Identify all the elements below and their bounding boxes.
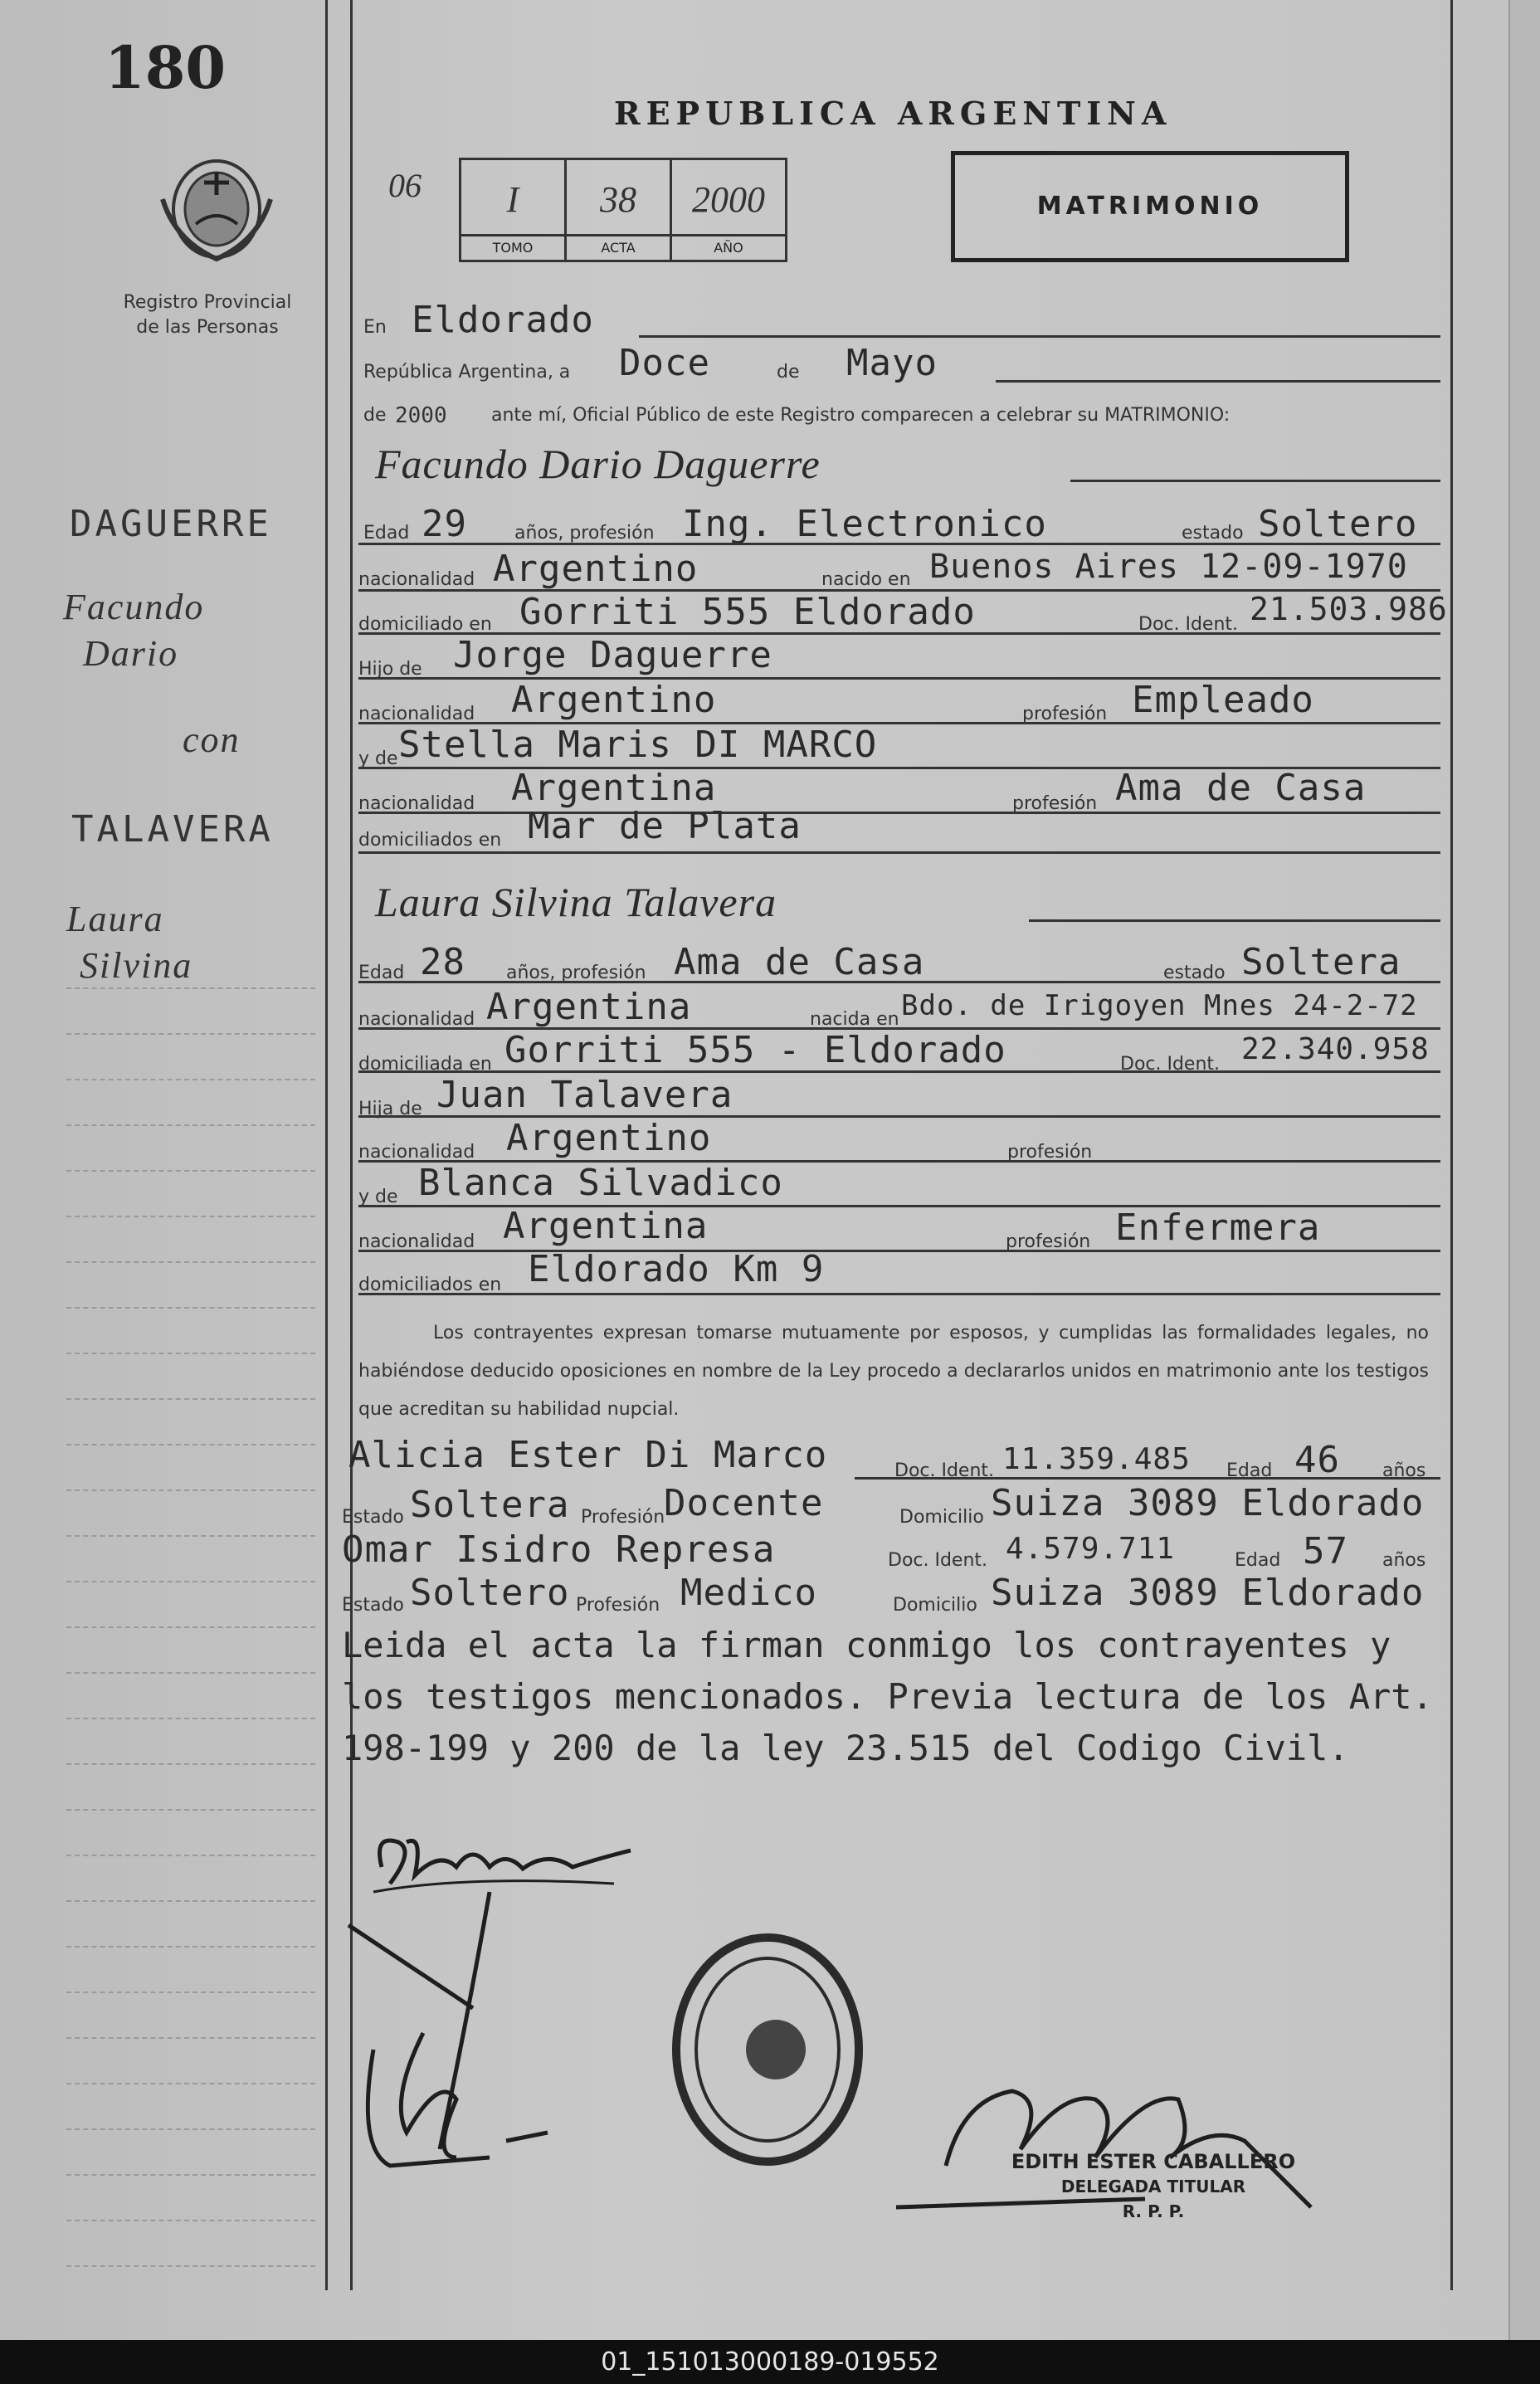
bride-hija-label: Hija de: [358, 1099, 422, 1119]
witness2-edad-label: Edad: [1235, 1550, 1281, 1571]
bride-madre: Blanca Silvadico: [418, 1162, 783, 1204]
groom-padre-prof: Empleado: [1132, 679, 1314, 721]
witness1-prof-label: Profesión: [581, 1507, 665, 1528]
date-year: 2000: [395, 403, 447, 428]
acta-cell: [567, 160, 672, 260]
date-month: Mayo: [846, 342, 938, 384]
tomo-label: TOMO: [461, 234, 564, 260]
tomo-value: I: [506, 179, 519, 220]
witness2-profesion: Medico: [680, 1572, 817, 1614]
witness1-estado-label: Estado: [342, 1507, 404, 1528]
groom-doc-label: Doc. Ident.: [1138, 614, 1239, 635]
groom-estado: Soltero: [1258, 503, 1418, 545]
witness1-edad-label: Edad: [1226, 1460, 1273, 1481]
groom-madre-nac-label: nacionalidad: [358, 793, 475, 814]
groom-profesion: Ing. Electronico: [682, 503, 1047, 545]
witness2-estado: Soltero: [410, 1572, 570, 1614]
witness2-dom-label: Domicilio: [893, 1595, 977, 1616]
official-name: EDITH ESTER CABALLERO: [1011, 2150, 1296, 2173]
bride-signature: [340, 1884, 589, 2182]
witness1-anos-label: años: [1382, 1460, 1426, 1481]
witness2-estado-label: Estado: [342, 1595, 404, 1616]
label-en: En: [363, 317, 387, 338]
tomo-cell: [461, 160, 567, 260]
statement-paragraph: Los contrayentes expresan tomarse mutuamente por esposos, y cumplidas las formalidades legales, no habiéndose deducido oposiciones en nombre de la Ley procedo a declararlos unidos en matrimonio ante los testigos que acreditan su habilidad nupcial.: [358, 1323, 1429, 1420]
date-day: Doce: [619, 342, 710, 384]
witness1-doc-label: Doc. Ident.: [894, 1460, 995, 1481]
witness1-profesion: Docente: [664, 1482, 824, 1524]
bride-padre-nac: Argentino: [506, 1117, 712, 1159]
bride-edad: 28: [420, 941, 465, 983]
witness2-anos-label: años: [1382, 1550, 1426, 1571]
document-title: REPUBLICA ARGENTINA: [614, 95, 1172, 132]
ano-label: AÑO: [672, 234, 785, 260]
bride-profesion: Ama de Casa: [674, 941, 925, 983]
groom-profesion-label: años, profesión: [514, 523, 655, 544]
tomo-acta-box: [459, 158, 787, 262]
bride-madre-nac: Argentina: [503, 1205, 709, 1247]
acta-value: 38: [600, 179, 636, 220]
groom-padre: Jorge Daguerre: [453, 634, 772, 676]
margin-given-bride-1: Laura: [66, 899, 164, 939]
bride-profesion-label: años, profesión: [506, 963, 646, 983]
bride-nacida: Bdo. de Irigoyen Mnes 24-2-72: [901, 989, 1418, 1022]
witness2-prof-label: Profesión: [576, 1595, 660, 1616]
bride-doms-label: domiciliados en: [358, 1275, 502, 1295]
bride-yde-label: y de: [358, 1187, 398, 1207]
bride-estado-label: estado: [1163, 963, 1226, 983]
witness2-edad: 57: [1303, 1530, 1348, 1572]
closing-note: Leida el acta la firman conmigo los contrayentes y los testigos mencionados. Previa lectura de los Art. 198-199 y 200 de la ley 23.515 del Codigo Civil.: [342, 1625, 1433, 1768]
groom-padres-dom: Mar de Plata: [528, 805, 802, 847]
groom-domicilio: Gorriti 555 Eldorado: [519, 591, 976, 633]
groom-nacido-label: nacido en: [821, 569, 911, 590]
label-de-2: de: [363, 405, 387, 426]
margin-given-bride-2: Silvina: [80, 945, 193, 986]
groom-yde-label: y de: [358, 748, 398, 769]
groom-madre-prof: Ama de Casa: [1115, 767, 1367, 809]
witness1-name: Alicia Ester Di Marco: [348, 1434, 828, 1476]
bride-madre-prof: Enfermera: [1115, 1207, 1321, 1249]
bride-madre-nac-label: nacionalidad: [358, 1231, 475, 1252]
folio-number: 180: [105, 33, 227, 102]
groom-edad: 29: [422, 503, 467, 545]
groom-doc: 21.503.986: [1250, 591, 1448, 627]
registry-line-2: de las Personas: [136, 317, 279, 338]
margin-given-groom-2: Dario: [83, 633, 179, 674]
official-role: DELEGADA TITULAR: [1060, 2177, 1246, 2196]
bride-padre: Juan Talavera: [436, 1074, 733, 1116]
witness1-domicilio: Suiza 3089 Eldorado: [991, 1482, 1425, 1524]
groom-nacido: Buenos Aires 12-09-1970: [929, 548, 1408, 586]
groom-madre-nac: Argentina: [511, 767, 717, 809]
groom-madre-prof-label: profesión: [1012, 793, 1098, 814]
bride-domicilio: Gorriti 555 - Eldorado: [504, 1029, 1006, 1071]
groom-hijo-label: Hijo de: [358, 659, 422, 680]
coat-of-arms-icon: [154, 149, 279, 266]
label-republica: República Argentina, a: [363, 362, 571, 383]
bride-name: Laura Silvina Talavera: [375, 879, 777, 925]
document-type-box: [951, 151, 1349, 262]
witness1-estado: Soltera: [410, 1484, 570, 1526]
groom-name: Facundo Dario Daguerre: [375, 441, 821, 487]
bride-estado: Soltera: [1241, 941, 1401, 983]
groom-madre: Stella Maris DI MARCO: [398, 724, 878, 766]
intro-text: ante mí, Oficial Público de este Registro comparecen a celebrar su MATRIMONIO:: [491, 405, 1231, 426]
margin-rule: [325, 0, 328, 2290]
groom-nacionalidad: Argentino: [493, 548, 699, 590]
groom-doms-label: domiciliados en: [358, 830, 502, 851]
bride-dom-label: domiciliada en: [358, 1054, 492, 1075]
bride-nacionalidad: Argentina: [486, 986, 692, 1028]
document-type: MATRIMONIO: [1036, 192, 1264, 221]
image-caption: 01_151013000189-019552: [0, 2340, 1540, 2384]
margin-surname-bride: TALAVERA: [71, 808, 274, 851]
bride-padre-prof-label: profesión: [1007, 1142, 1093, 1163]
witness1-doc: 11.359.485: [1002, 1442, 1191, 1476]
ano-value: 2000: [692, 179, 765, 220]
witness1-edad: 46: [1294, 1439, 1340, 1481]
witness2-doc-label: Doc. Ident.: [888, 1550, 988, 1571]
label-de: de: [777, 362, 800, 383]
place-city: Eldorado: [412, 299, 594, 341]
bride-doc: 22.340.958: [1241, 1032, 1430, 1066]
groom-padre-prof-label: profesión: [1022, 704, 1108, 724]
groom-estado-label: estado: [1182, 523, 1244, 544]
bride-doc-label: Doc. Ident.: [1120, 1054, 1221, 1075]
registry-line-1: Registro Provincial: [123, 292, 292, 313]
page-edge: [1508, 0, 1540, 2340]
witness2-name: Omar Isidro Represa: [342, 1528, 776, 1571]
bride-padre-nac-label: nacionalidad: [358, 1142, 475, 1163]
groom-padre-nac-label: nacionalidad: [358, 704, 475, 724]
bride-edad-label: Edad: [358, 963, 405, 983]
bride-madre-prof-label: profesión: [1006, 1231, 1091, 1252]
margin-con: con: [183, 719, 241, 760]
official-stamp-icon: [664, 1925, 871, 2174]
acta-label: ACTA: [567, 234, 670, 260]
margin-surname-groom: DAGUERRE: [70, 503, 272, 545]
witness2-doc: 4.579.711: [1006, 1532, 1176, 1566]
groom-padre-nac: Argentino: [511, 679, 717, 721]
bride-nac-label: nacionalidad: [358, 1009, 475, 1030]
margin-given-groom-1: Facundo: [63, 587, 205, 627]
bride-nacida-label: nacida en: [810, 1009, 899, 1030]
bride-padres-dom: Eldorado Km 9: [528, 1248, 825, 1290]
witness2-domicilio: Suiza 3089 Eldorado: [991, 1572, 1425, 1614]
groom-dom-label: domiciliado en: [358, 614, 492, 635]
form-right-rule: [1450, 0, 1453, 2290]
official-office: R. P. P.: [1122, 2201, 1185, 2221]
groom-nac-label: nacionalidad: [358, 569, 475, 590]
witness1-dom-label: Domicilio: [899, 1507, 984, 1528]
groom-edad-label: Edad: [363, 523, 410, 544]
tomo-prefix: 06: [388, 167, 422, 204]
official-name-stamp: [979, 2149, 1328, 2224]
ano-cell: [672, 160, 785, 260]
registry-name: [91, 290, 324, 340]
